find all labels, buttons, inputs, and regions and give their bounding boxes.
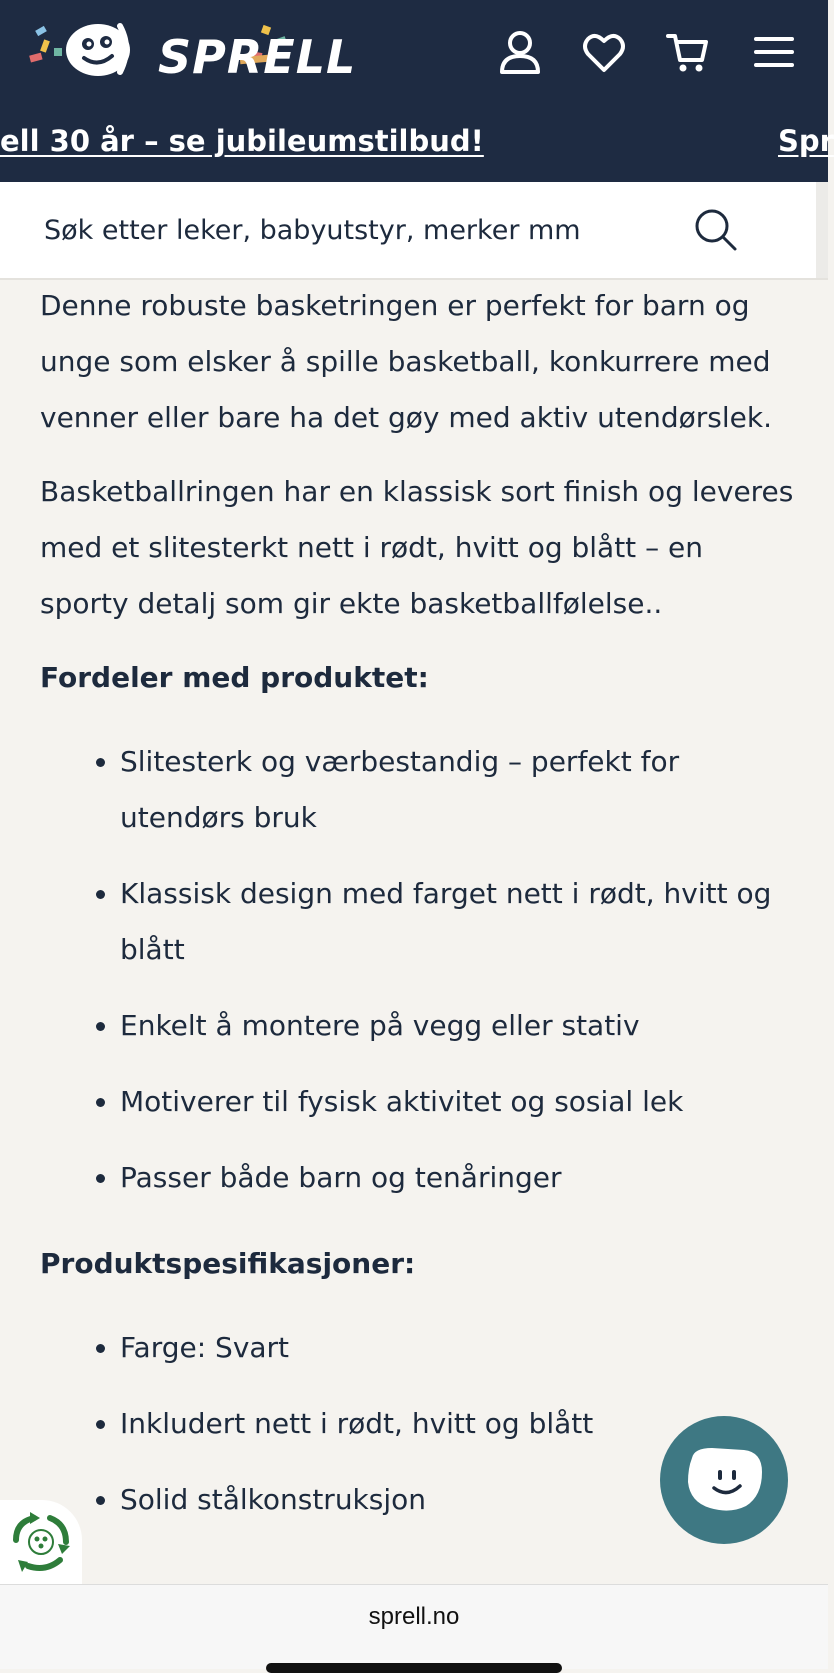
promo-ticker[interactable]: [0, 120, 834, 170]
user-icon[interactable]: [496, 28, 544, 76]
promo-ticker-text-next[interactable]: Spr: [778, 124, 834, 158]
list-item: • Klassisk design med farget nett i rødt, hvitt og blått: [120, 866, 800, 978]
url-label[interactable]: sprell.no: [368, 1603, 460, 1630]
cart-icon[interactable]: [664, 28, 712, 76]
eco-badge[interactable]: [0, 1500, 82, 1584]
list-item: • Solid stålkonstruksjon: [120, 1472, 800, 1528]
benefits-heading: Fordeler med produktet:: [40, 661, 429, 694]
site-header: [0, 0, 834, 182]
list-item: • Inkludert nett i rødt, hvitt og blått: [120, 1396, 800, 1452]
list-item: • Enkelt å montere på vegg eller stativ: [120, 998, 800, 1054]
logo-text: SPRELL: [158, 30, 357, 84]
specs-heading: Produktspesifikasjoner:: [40, 1247, 416, 1280]
recycle-icon: [0, 1500, 82, 1584]
chat-button[interactable]: [660, 1416, 788, 1544]
list-item: • Passer både barn og tenåringer: [120, 1150, 800, 1206]
product-description: [40, 278, 800, 1558]
home-indicator[interactable]: [266, 1663, 562, 1673]
list-item: • Slitesterk og værbestandig – perfekt for utendørs bruk: [120, 734, 800, 846]
search-icon[interactable]: [692, 206, 740, 254]
description-paragraph: Denne robuste basketringen er perfekt for barn og unge som elsker å spille basketball, konkurrere med venner eller bare ha det gøy med aktiv utendørslek.: [40, 289, 772, 434]
heart-icon[interactable]: [580, 28, 628, 76]
scrollbar[interactable]: [816, 182, 828, 278]
description-paragraph: Basketballringen har en klassisk sort finish og leveres med et slitesterkt nett i rødt, hvitt og blått – en sporty detalj som gir ekte basketballfølelse..: [40, 475, 794, 620]
menu-icon[interactable]: [750, 28, 798, 76]
chat-face-icon: [682, 1444, 766, 1514]
list-item: • Motiverer til fysisk aktivitet og sosial lek: [120, 1074, 800, 1130]
search-input[interactable]: [44, 210, 644, 250]
sprell-logo[interactable]: [28, 18, 357, 88]
browser-bottom-bar: [0, 1584, 828, 1669]
list-item: • Farge: Svart: [120, 1320, 800, 1376]
promo-ticker-text[interactable]: ell 30 år – se jubileumstilbud!: [0, 124, 484, 158]
benefits-list: [40, 734, 800, 1206]
